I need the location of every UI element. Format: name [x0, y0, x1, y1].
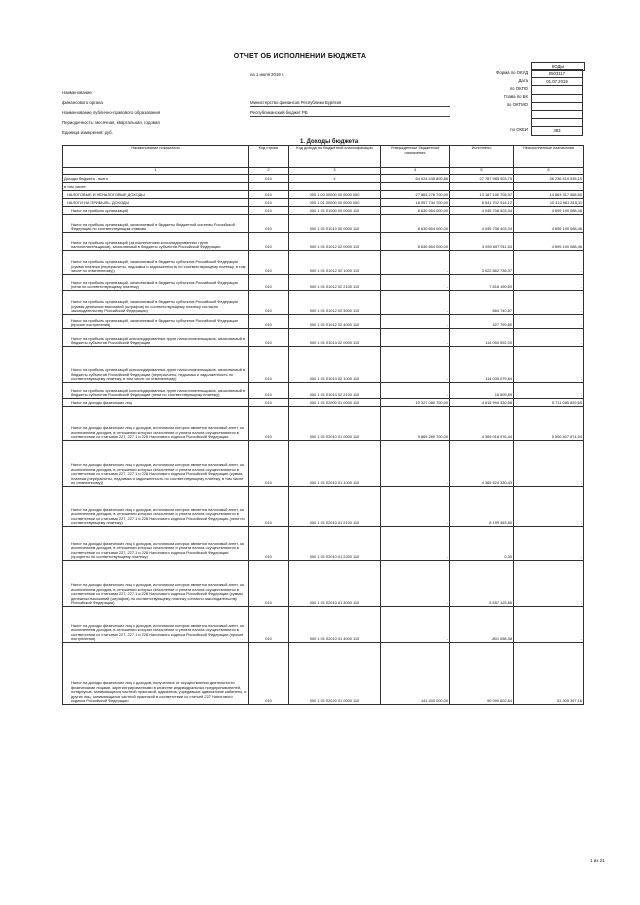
row-code: 010 — [249, 399, 289, 407]
row-kbk: 000 1 01 01014 02 0000 110 — [289, 329, 381, 347]
row-name: Налог на прибыль организаций — [63, 207, 249, 215]
fin-organ-underline — [250, 106, 450, 107]
row-code: 010 — [249, 291, 289, 315]
row-kbk: 000 1 01 02010 01 1000 110 — [289, 441, 381, 487]
codes-row — [532, 127, 583, 135]
row-name: в том числе: — [63, 183, 249, 191]
row-remaining: 4 699 190 088,46 — [514, 207, 584, 215]
row-kbk — [289, 183, 381, 191]
table-row — [63, 347, 584, 383]
row-remaining: - — [514, 329, 584, 347]
row-executed: 4 045 708 403,34 — [450, 207, 514, 215]
budget-label: Наименование публично-правового образования — [62, 110, 161, 115]
row-kbk: 000 1 00 00000 00 0000 000 — [289, 191, 381, 199]
row-remaining: - — [514, 347, 584, 383]
row-name: Налог на доходы физических лиц с доходов, полученных от осуществления деятельности физическими лицами, зарегистрированными в качестве индивидуальных предпринимателей, нотариусов, занимающихся частной практикой, адвокатов, учредивших адвокатские кабинеты, и других лиц, занимающихся частной практикой в соответствии со статьей 227 Налогового кодекса Российской Федерации — [63, 643, 249, 705]
row-executed: 4 045 708 403,34 — [450, 215, 514, 233]
row-code: 010 — [249, 191, 289, 199]
table-row — [63, 251, 584, 275]
row-code: 010 — [249, 607, 289, 643]
row-approved: - — [381, 487, 450, 527]
codes-row — [532, 119, 583, 127]
row-code: 010 — [249, 487, 289, 527]
row-executed: 4 369 018 976,44 — [450, 407, 514, 441]
table-row — [63, 315, 584, 329]
page-number: 1 из 21 — [590, 858, 605, 863]
row-approved: 8 630 654 000,00 — [381, 207, 450, 215]
row-approved: 64 024 435 800,86 — [381, 175, 450, 183]
row-kbk: 000 1 01 02010 01 2100 110 — [289, 487, 381, 527]
table-row — [63, 207, 584, 215]
row-remaining: - — [514, 251, 584, 275]
row-kbk: 000 1 01 01012 02 2100 110 — [289, 275, 381, 291]
column-number: 3 — [289, 168, 381, 175]
column-header: Код дохода по бюджетной классификации — [289, 146, 381, 168]
row-approved: - — [381, 251, 450, 275]
row-remaining: - — [514, 441, 584, 487]
row-name: Налог на прибыль организаций консолидированных групп налогоплательщиков, зачисляемый в бюджеты субъектов Российской Федерации (пени по соответствующему платежу) — [63, 383, 249, 399]
column-number-row — [63, 168, 584, 175]
row-remaining: - — [514, 315, 584, 329]
row-remaining — [514, 183, 584, 191]
row-remaining: 4 699 190 088,46 — [514, 215, 584, 233]
row-remaining: - — [514, 291, 584, 315]
row-name: Налог на доходы физических лиц с доходов, источником которых является налоговый агент, за исключением доходов, в отношении которых исчисление и уплата налога осуществляются в соответствии со статьями 227, 227.1 и 228 Налогового кодекса Российской Федерации (суммы денежных взысканий (штрафов) по соответствующему платежу согласно законодательству Российской Федерации) — [63, 561, 249, 607]
budget-value: Республиканский бюджет РБ — [250, 110, 308, 115]
column-header: Исполнено — [450, 146, 514, 168]
row-code: 010 — [249, 383, 289, 399]
row-code: 010 — [249, 233, 289, 251]
row-code: 010 — [249, 275, 289, 291]
row-code: 010 — [249, 643, 289, 705]
row-name: Налог на прибыль организаций, зачисляемый в бюджеты субъектов Российской Федерации (прочие поступления) — [63, 315, 249, 329]
row-approved: - — [381, 329, 450, 347]
table-row — [63, 199, 584, 207]
row-remaining: 4 699 190 088,46 — [514, 233, 584, 251]
column-number: 5 — [450, 168, 514, 175]
table-row — [63, 399, 584, 407]
code-value — [532, 110, 583, 118]
row-executed: 7 816 190,60 — [450, 275, 514, 291]
table-row — [63, 329, 584, 347]
column-header: Неисполненные назначения — [514, 146, 584, 168]
row-name: Налог на доходы физических лиц — [63, 399, 249, 407]
code-label: Форма по ОКУД — [496, 70, 528, 75]
row-kbk: 000 1 01 02020 01 0000 110 — [289, 643, 381, 705]
row-name: Налог на прибыль организаций, зачисляемый в бюджеты субъектов Российской Федерации (суммы денежных взысканий (штрафов) по соответствующему платежу согласно законодательству Российской Федерации) — [63, 291, 249, 315]
row-executed — [450, 183, 514, 191]
row-name: Налог на доходы физических лиц с доходов, источником которых является налоговый агент, за исключением доходов, в отношении которых исчисление и уплата налога осуществляются в соответствии со статьями 227, 227.1 и 228 Налогового кодекса Российской Федерации (сумма платежа (перерасчеты, недоимка и задолженность по соответствующему платежу, в том числе по отмененному)) — [63, 441, 249, 487]
row-executed: 3 922 662 736,37 — [450, 251, 514, 275]
row-code: 010 — [249, 407, 289, 441]
column-number: 2 — [249, 168, 289, 175]
row-executed: 8 199 463,80 — [450, 487, 514, 527]
row-kbk: 000 1 01 01010 00 0000 110 — [289, 215, 381, 233]
row-approved: 27 863 276 700,00 — [381, 191, 450, 199]
column-number: 1 — [63, 168, 249, 175]
table-row — [63, 407, 584, 441]
row-code: 010 — [249, 315, 289, 329]
row-executed: -801 058,38 — [450, 607, 514, 643]
table-row — [63, 561, 584, 607]
row-name: Налог на прибыль организаций консолидированных групп налогоплательщиков, зачисляемый в бюджеты субъектов Российской Федерации — [63, 329, 249, 347]
row-remaining: 5 711 085 829,65 — [514, 399, 584, 407]
codes-row — [532, 110, 583, 118]
row-name: Доходы бюджета - всего — [63, 175, 249, 183]
table-row — [63, 487, 584, 527]
table-row — [63, 643, 584, 705]
unit-label: Единица измерения: руб. — [62, 130, 113, 135]
row-remaining: - — [514, 527, 584, 561]
row-remaining: - — [514, 607, 584, 643]
row-code: 010 — [249, 199, 289, 207]
period-label: Периодичность: месячная, квартальная, годовая — [62, 120, 160, 125]
table-row — [63, 215, 584, 233]
row-approved: 18 957 734 700,00 — [381, 199, 450, 207]
row-name: Налог на доходы физических лиц с доходов, источником которых является налоговый агент, за исключением доходов, в отношении которых исчисление и уплата налога осуществляются в соответствии со статьями 227, 227.1 и 228 Налогового кодекса Российской Федерации (проценты по соответствующему платежу) — [63, 527, 249, 561]
row-executed: 4 365 524 330,43 — [450, 441, 514, 487]
row-executed: 114 050 592,00 — [450, 329, 514, 347]
row-code: 010 — [249, 175, 289, 183]
row-name: Налог на прибыль организаций, зачисляемый в бюджеты субъектов Российской Федерации (пени по соответствующему платежу) — [63, 275, 249, 291]
table-row — [63, 275, 584, 291]
row-kbk: 000 1 01 01012 02 4000 110 — [289, 315, 381, 329]
row-name: Налог на прибыль организаций консолидированных групп налогоплательщиков, зачисляемый в бюджеты субъектов Российской Федерации (перерасчеты, недоимка и задолженность по соответствующему платежу, в том числе по отмененному) — [63, 347, 249, 383]
row-code: 010 — [249, 347, 289, 383]
table-row — [63, 383, 584, 399]
budget-underline — [250, 116, 450, 117]
row-name: НАЛОГИ НА ПРИБЫЛЬ, ДОХОДЫ — [63, 199, 249, 207]
table-row — [63, 191, 584, 199]
row-executed: 0,30 — [450, 527, 514, 561]
income-table — [62, 145, 584, 705]
code-value — [532, 119, 583, 127]
row-name: НАЛОГОВЫЕ И НЕНАЛОГОВЫЕ ДОХОДЫ — [63, 191, 249, 199]
column-number: 6 — [514, 168, 584, 175]
code-value: 383 — [532, 127, 583, 135]
code-value — [532, 86, 583, 94]
row-remaining: - — [514, 561, 584, 607]
row-approved: - — [381, 291, 450, 315]
row-remaining: 36 236 419 535,10 — [514, 175, 584, 183]
report-title: ОТЧЕТ ОБ ИСПОЛНЕНИИ БЮДЖЕТА — [233, 53, 367, 60]
row-approved: - — [381, 441, 450, 487]
column-header: Утвержденные бюджетные назначения — [381, 146, 450, 168]
row-executed: 3 930 657 911,54 — [450, 233, 514, 251]
code-value: 0503117 — [532, 70, 583, 78]
row-code — [249, 183, 289, 191]
row-approved: 8 630 654 000,00 — [381, 233, 450, 251]
code-value — [532, 94, 583, 102]
code-label: Дата — [518, 78, 528, 84]
row-executed: 5 557 125,86 — [450, 561, 514, 607]
row-kbk: х — [289, 175, 381, 183]
row-code: 010 — [249, 207, 289, 215]
fin-organ-label: финансового органа — [62, 100, 103, 105]
row-kbk: 000 1 01 02010 01 0000 110 — [289, 407, 381, 441]
row-executed: 4 615 994 430,58 — [450, 399, 514, 407]
report-date: на 1 июля 2019 г. — [250, 72, 285, 77]
codes-header: КОДЫ — [531, 62, 585, 71]
row-name: Налог на доходы физических лиц с доходов, источником которых является налоговый агент, за исключением доходов, в отношении которых исчисление и уплата налога осуществляются в соответствии со статьями 227, 227.1 и 228 Налогового кодекса Российской Федерации (пени по соответствующему платежу) — [63, 487, 249, 527]
table-header-row — [63, 146, 584, 168]
row-kbk: 000 1 01 02010 01 3000 110 — [289, 561, 381, 607]
row-kbk: 000 1 01 02000 01 0000 110 — [289, 399, 381, 407]
row-executed: 8 541 702 914,12 — [450, 199, 514, 207]
code-value — [532, 102, 583, 110]
row-kbk: 000 1 01 01012 02 3000 110 — [289, 291, 381, 315]
row-approved: - — [381, 561, 450, 607]
row-remaining: 51 309 397,16 — [514, 643, 584, 705]
code-label: по ОКПО — [509, 86, 528, 92]
row-kbk: 000 1 01 00000 00 0000 000 — [289, 199, 381, 207]
table-row — [63, 527, 584, 561]
row-executed: 15 509,89 — [450, 383, 514, 399]
row-name: Налог на прибыль организаций, зачисляемый в бюджеты бюджетной системы Российской Федерации по соответствующим ставкам — [63, 215, 249, 233]
row-name: Налог на доходы физических лиц с доходов, источником которых является налоговый агент, за исключением доходов, в отношении которых исчисление и уплата налога осуществляются в соответствии со статьями 227, 227.1 и 228 Налогового кодекса Российской Федерации (прочие поступления) — [63, 607, 249, 643]
row-remaining: 14 863 317 558,80 — [514, 191, 584, 199]
row-code: 010 — [249, 329, 289, 347]
row-kbk: 000 1 01 01000 00 0000 110 — [289, 207, 381, 215]
table-row — [63, 175, 584, 183]
codes-row — [532, 86, 583, 94]
table-row — [63, 183, 584, 191]
row-approved: 10 327 080 700,00 — [381, 399, 450, 407]
section-title: 1. Доходы бюджета — [300, 139, 359, 145]
row-name: Налог на прибыль организаций (за исключением консолидированных групп налогоплательщиков), зачисляемый в бюджеты субъектов Российской Федерации — [63, 233, 249, 251]
table-row — [63, 607, 584, 643]
code-label: по ОКТМО — [506, 102, 528, 108]
fin-organ-value: Министерство финансов Республики Бурятия — [250, 100, 342, 105]
row-approved: 9 869 289 700,00 — [381, 407, 450, 441]
row-approved: - — [381, 347, 450, 383]
row-name: Налог на доходы физических лиц с доходов, источником которых является налоговый агент, за исключением доходов, в отношении которых исчисление и уплата налога осуществляются в соответствии со статьями 227, 227.1 и 228 Налогового кодекса Российской Федерации — [63, 407, 249, 441]
row-approved: - — [381, 315, 450, 329]
row-executed: 114 035 079,84 — [450, 347, 514, 383]
codes-row — [532, 94, 583, 102]
row-kbk: 000 1 01 01012 02 0000 110 — [289, 233, 381, 251]
table-row — [63, 233, 584, 251]
row-kbk: 000 1 01 02010 01 4000 110 — [289, 607, 381, 643]
row-executed: 13 187 100 705,37 — [450, 191, 514, 199]
row-kbk: 000 1 01 01014 02 1000 110 — [289, 347, 381, 383]
table-row — [63, 291, 584, 315]
row-executed: 90 090 602,84 — [450, 643, 514, 705]
row-executed: 684 740,87 — [450, 291, 514, 315]
row-kbk: 000 1 01 01012 02 1000 110 — [289, 251, 381, 275]
row-approved — [381, 183, 450, 191]
row-executed: 27 787 985 903,75 — [450, 175, 514, 183]
row-code: 010 — [249, 561, 289, 607]
row-code: 010 — [249, 441, 289, 487]
codes-row — [532, 70, 583, 78]
code-value: 01.07.2019 — [532, 78, 583, 86]
row-kbk: 000 1 01 01014 02 2100 110 — [289, 383, 381, 399]
table-row — [63, 441, 584, 487]
codes-table — [531, 69, 583, 136]
row-kbk: 000 1 01 02010 01 2200 110 — [289, 527, 381, 561]
row-remaining: - — [514, 383, 584, 399]
column-header: Код строки — [249, 146, 289, 168]
row-approved: - — [381, 383, 450, 399]
code-label: Глава по БК — [503, 94, 528, 100]
code-label: по ОКЕИ — [510, 126, 528, 132]
row-approved: - — [381, 275, 450, 291]
row-approved: 141 400 000,00 — [381, 643, 450, 705]
naimenovanie-label: Наименование — [62, 90, 92, 95]
column-header: Наименование показателя — [63, 146, 249, 168]
row-code: 010 — [249, 527, 289, 561]
codes-row — [532, 78, 583, 86]
row-remaining: - — [514, 487, 584, 527]
row-executed: 427 799,80 — [450, 315, 514, 329]
codes-row — [532, 102, 583, 110]
row-name: Налог на прибыль организаций, зачисляемый в бюджеты субъектов Российской Федерации (сумма платежа (перерасчеты, недоимка и задолженность по соответствующему платежу, в том числе по отмененному)) — [63, 251, 249, 275]
row-code: 010 — [249, 251, 289, 275]
row-remaining: - — [514, 275, 584, 291]
row-approved: 8 630 654 000,00 — [381, 215, 450, 233]
row-approved: - — [381, 607, 450, 643]
column-number: 4 — [381, 168, 450, 175]
row-approved: - — [381, 527, 450, 561]
row-remaining: 10 410 981 815,11 — [514, 199, 584, 207]
row-remaining: 5 500 407 874,54 — [514, 407, 584, 441]
row-code: 010 — [249, 215, 289, 233]
